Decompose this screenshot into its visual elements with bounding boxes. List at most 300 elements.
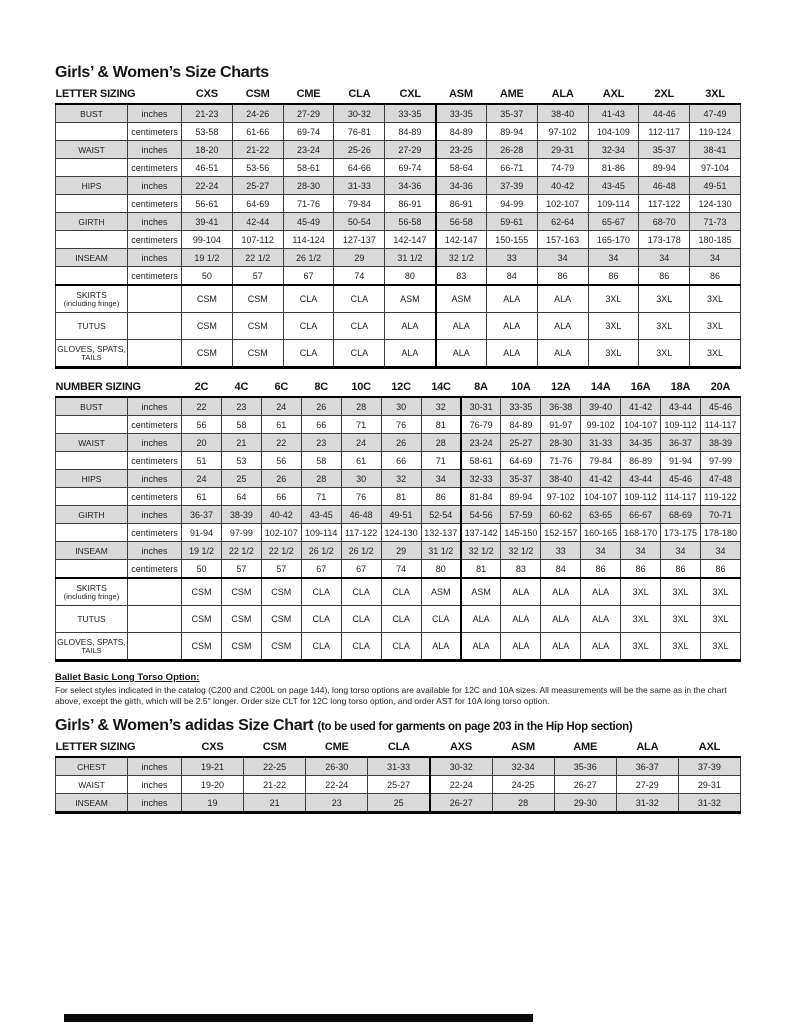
table-row	[56, 177, 741, 195]
table-cell: 117-122	[341, 524, 381, 542]
table-cell: 58	[221, 416, 261, 434]
table-cell: 91-97	[541, 416, 581, 434]
table-cell: CSM	[182, 633, 222, 661]
table-cell: 97-99	[700, 452, 740, 470]
table-cell: 64-66	[334, 159, 385, 177]
table-cell: 3XL	[621, 578, 661, 606]
table-cell: 25-27	[232, 177, 283, 195]
table-cell: 127-137	[334, 231, 385, 249]
table-cell: 34-36	[385, 177, 436, 195]
table-cell: 114-117	[700, 416, 740, 434]
table-cell: 35-36	[554, 757, 616, 776]
table-cell: 99-102	[581, 416, 621, 434]
table-cell: 30	[381, 397, 421, 416]
table-cell: ASM	[421, 578, 461, 606]
table-cell: 31-33	[581, 434, 621, 452]
table-cell: CSM	[182, 313, 233, 340]
table-cell: 19 1/2	[182, 249, 233, 267]
table-row	[56, 195, 741, 213]
table-cell: 81-84	[461, 488, 501, 506]
table-cell: 34-35	[621, 434, 661, 452]
table-cell: 25	[221, 470, 261, 488]
row-label: SKIRTS (including fringe)	[56, 285, 128, 313]
table-row	[56, 452, 741, 470]
table-cell: 26-30	[306, 757, 368, 776]
table-cell: 31-33	[334, 177, 385, 195]
table-cell: 3XL	[661, 606, 701, 633]
table-cell: CSM	[182, 606, 222, 633]
unit-label	[128, 633, 182, 661]
table-cell: 38-40	[541, 470, 581, 488]
adidas-title-main: Girls’ & Women’s adidas Size Chart	[55, 717, 314, 734]
table-cell: ALA	[486, 313, 537, 340]
table-cell: 64-69	[232, 195, 283, 213]
unit-label: inches	[128, 542, 182, 560]
table-cell: 157-163	[537, 231, 588, 249]
column-header: CLA	[334, 86, 385, 104]
unit-label: inches	[128, 104, 182, 123]
table-cell: 34	[700, 542, 740, 560]
table-cell: CLA	[334, 285, 385, 313]
table-cell: 168-170	[621, 524, 661, 542]
table-cell: 32 1/2	[461, 542, 501, 560]
unit-label: centimeters	[128, 231, 182, 249]
table-cell: CLA	[283, 285, 334, 313]
table-cell: 66	[381, 452, 421, 470]
table-cell: 49-51	[690, 177, 741, 195]
table-cell: 56	[182, 416, 222, 434]
table-cell: 41-43	[588, 104, 639, 123]
table-cell: 19-20	[182, 776, 244, 794]
table-cell: 39-41	[182, 213, 233, 231]
table-cell: 65-67	[588, 213, 639, 231]
table-cell: 102-107	[261, 524, 301, 542]
table-cell: 104-107	[621, 416, 661, 434]
table-cell: 50-54	[334, 213, 385, 231]
table-cell: 20	[182, 434, 222, 452]
column-header: CLA	[368, 739, 430, 757]
table-row	[56, 159, 741, 177]
table-cell: 84	[486, 267, 537, 286]
table-cell: 54-56	[461, 506, 501, 524]
table-cell: 32 1/2	[436, 249, 487, 267]
unit-label: inches	[128, 470, 182, 488]
row-label	[56, 231, 128, 249]
table-cell: 119-122	[700, 488, 740, 506]
table-cell: 31-32	[616, 794, 678, 813]
table-cell: CLA	[421, 606, 461, 633]
table-cell: 53	[221, 452, 261, 470]
table-cell: 28-30	[283, 177, 334, 195]
row-label: GLOVES, SPATS, TAILS	[56, 340, 128, 368]
table-cell: CSM	[232, 340, 283, 368]
unit-label	[128, 578, 182, 606]
table-cell: ALA	[541, 578, 581, 606]
table-row	[56, 340, 741, 368]
table-cell: 76-79	[461, 416, 501, 434]
column-header: 12C	[381, 379, 421, 397]
table-cell: ALA	[581, 633, 621, 661]
table-row	[56, 606, 741, 633]
table-cell: 37-39	[678, 757, 740, 776]
row-label	[56, 159, 128, 177]
table-cell: 56-58	[436, 213, 487, 231]
table-cell: 132-137	[421, 524, 461, 542]
table-cell: CLA	[301, 578, 341, 606]
table-cell: CSM	[232, 313, 283, 340]
unit-label: inches	[128, 506, 182, 524]
unit-label: inches	[128, 177, 182, 195]
table-cell: 66	[301, 416, 341, 434]
table-cell: 91-94	[182, 524, 222, 542]
table-cell: 86	[700, 560, 740, 579]
row-label: WAIST	[56, 434, 128, 452]
size-table	[55, 739, 741, 814]
number-sizing-table	[55, 379, 741, 662]
unit-label: inches	[128, 141, 182, 159]
table-cell: 25	[368, 794, 430, 813]
table-row	[56, 267, 741, 286]
letter-sizing-table	[55, 86, 741, 369]
table-cell: CLA	[341, 606, 381, 633]
table-cell: CSM	[221, 606, 261, 633]
table-cell: 21	[244, 794, 306, 813]
table-row	[56, 213, 741, 231]
table-cell: ALA	[461, 633, 501, 661]
unit-label: centimeters	[128, 524, 182, 542]
table-cell: 58-64	[436, 159, 487, 177]
table-cell: 43-45	[588, 177, 639, 195]
table-cell: 124-130	[690, 195, 741, 213]
row-label: HIPS	[56, 177, 128, 195]
row-label: GIRTH	[56, 213, 128, 231]
table-cell: 97-102	[541, 488, 581, 506]
table-cell: 59-61	[486, 213, 537, 231]
table-cell: 84-89	[385, 123, 436, 141]
table-cell: 22 1/2	[221, 542, 261, 560]
table-row	[56, 560, 741, 579]
table-cell: 31 1/2	[385, 249, 436, 267]
table-cell: 24	[182, 470, 222, 488]
table-cell: 32-34	[588, 141, 639, 159]
table-cell: 86-91	[385, 195, 436, 213]
table-cell: 26 1/2	[341, 542, 381, 560]
table-cell: 26 1/2	[301, 542, 341, 560]
table-cell: 142-147	[385, 231, 436, 249]
table-cell: 43-44	[661, 397, 701, 416]
table-header-label: NUMBER SIZING	[56, 379, 182, 397]
table-cell: CSM	[232, 285, 283, 313]
table-cell: 61	[261, 416, 301, 434]
table-cell: 26	[261, 470, 301, 488]
table-cell: CSM	[182, 285, 233, 313]
table-cell: ALA	[501, 578, 541, 606]
column-header: ALA	[537, 86, 588, 104]
table-cell: 57	[221, 560, 261, 579]
table-cell: 61	[341, 452, 381, 470]
table-cell: 74	[381, 560, 421, 579]
table-row	[56, 231, 741, 249]
table-cell: 31 1/2	[421, 542, 461, 560]
table-row	[56, 249, 741, 267]
table-cell: 36-37	[182, 506, 222, 524]
table-cell: 3XL	[639, 340, 690, 368]
row-label: GLOVES, SPATS, TAILS	[56, 633, 128, 661]
table-cell: 34	[537, 249, 588, 267]
table-cell: ALA	[537, 285, 588, 313]
table-cell: 24	[261, 397, 301, 416]
table-cell: 56	[261, 452, 301, 470]
table-cell: 71	[301, 488, 341, 506]
row-label	[56, 123, 128, 141]
table-cell: 25-26	[334, 141, 385, 159]
table-cell: CLA	[283, 313, 334, 340]
table-row	[56, 313, 741, 340]
table-cell: 22 1/2	[232, 249, 283, 267]
column-header: 16A	[621, 379, 661, 397]
table-cell: CSM	[182, 340, 233, 368]
table-cell: 40-42	[537, 177, 588, 195]
unit-label: inches	[128, 794, 182, 813]
table-cell: 41-42	[581, 470, 621, 488]
table-cell: 68-69	[661, 506, 701, 524]
table-cell: 3XL	[661, 633, 701, 661]
table-cell: CLA	[283, 340, 334, 368]
table-cell: ALA	[501, 633, 541, 661]
table-cell: 23	[221, 397, 261, 416]
note-body: For select styles indicated in the catalog (C200 and C200L on page 144), long torso options are available for 12C and 10A sizes. All measurements will be the same as in the chart above, except the girth, which will be 2.5" longer. Order size CLT for 12C long torso option, and order AST for 10A long torso option.	[55, 685, 727, 706]
table-cell: 37-39	[486, 177, 537, 195]
table-cell: 22-24	[182, 177, 233, 195]
table-cell: 45-46	[700, 397, 740, 416]
table-cell: CSM	[182, 578, 222, 606]
table-cell: ASM	[436, 285, 487, 313]
column-header: 12A	[541, 379, 581, 397]
table-cell: 21	[221, 434, 261, 452]
table-cell: 49-51	[381, 506, 421, 524]
unit-label: centimeters	[128, 452, 182, 470]
column-header: CME	[306, 739, 368, 757]
table-cell: 67	[341, 560, 381, 579]
table-cell: 23-24	[461, 434, 501, 452]
table-row	[56, 397, 741, 416]
table-cell: 41-42	[621, 397, 661, 416]
table-row	[56, 776, 741, 794]
table-cell: 36-37	[661, 434, 701, 452]
table-row	[56, 757, 741, 776]
table-cell: CSM	[261, 633, 301, 661]
column-header: AME	[554, 739, 616, 757]
table-cell: 83	[436, 267, 487, 286]
table-cell: 109-114	[588, 195, 639, 213]
table-cell: 34	[621, 542, 661, 560]
table-cell: 30	[341, 470, 381, 488]
column-header: 18A	[661, 379, 701, 397]
table-cell: CLA	[381, 578, 421, 606]
table-cell: 86	[588, 267, 639, 286]
row-label	[56, 195, 128, 213]
table-cell: 86	[421, 488, 461, 506]
table-cell: 28	[421, 434, 461, 452]
table-row	[56, 434, 741, 452]
table-cell: 38-41	[690, 141, 741, 159]
size-table	[55, 379, 741, 662]
table-cell: 32-34	[492, 757, 554, 776]
table-cell: 57	[261, 560, 301, 579]
table-cell: 56-61	[182, 195, 233, 213]
table-row	[56, 470, 741, 488]
table-cell: ALA	[385, 340, 436, 368]
column-header: 3XL	[690, 86, 741, 104]
row-label	[56, 488, 128, 506]
table-cell: 33-35	[385, 104, 436, 123]
table-cell: 109-114	[301, 524, 341, 542]
table-cell: 3XL	[639, 313, 690, 340]
table-cell: 27-29	[616, 776, 678, 794]
table-cell: 31-32	[678, 794, 740, 813]
table-header-label: LETTER SIZING	[56, 739, 182, 757]
table-cell: 3XL	[700, 633, 740, 661]
table-cell: 3XL	[588, 285, 639, 313]
table-cell: 38-39	[221, 506, 261, 524]
table-cell: 89-94	[501, 488, 541, 506]
table-cell: 29-31	[678, 776, 740, 794]
row-label	[56, 524, 128, 542]
table-cell: 35-37	[486, 104, 537, 123]
table-cell: CSM	[221, 633, 261, 661]
table-cell: 47-49	[690, 104, 741, 123]
table-row	[56, 794, 741, 813]
table-cell: 35-37	[639, 141, 690, 159]
table-cell: 22 1/2	[261, 542, 301, 560]
table-cell: 33-35	[501, 397, 541, 416]
table-cell: 29-30	[554, 794, 616, 813]
table-cell: CLA	[381, 633, 421, 661]
row-label: BUST	[56, 397, 128, 416]
row-label: BUST	[56, 104, 128, 123]
table-cell: 152-157	[541, 524, 581, 542]
table-cell: ALA	[421, 633, 461, 661]
table-cell: 25-27	[368, 776, 430, 794]
table-cell: 24	[341, 434, 381, 452]
table-header-label: LETTER SIZING	[56, 86, 182, 104]
table-cell: 19-21	[182, 757, 244, 776]
table-cell: 64-69	[501, 452, 541, 470]
table-cell: 70-71	[700, 506, 740, 524]
table-cell: 30-32	[430, 757, 492, 776]
table-cell: ALA	[436, 340, 487, 368]
column-header: 2C	[182, 379, 222, 397]
table-cell: 21-22	[232, 141, 283, 159]
table-cell: 32 1/2	[501, 542, 541, 560]
size-table	[55, 86, 741, 369]
table-cell: 60-62	[541, 506, 581, 524]
page-content	[55, 64, 741, 824]
table-cell: 19 1/2	[182, 542, 222, 560]
table-cell: 89-94	[486, 123, 537, 141]
table-cell: 71	[341, 416, 381, 434]
table-cell: 38-39	[700, 434, 740, 452]
table-cell: 53-56	[232, 159, 283, 177]
table-cell: 34-36	[436, 177, 487, 195]
table-cell: 22	[261, 434, 301, 452]
table-cell: 86	[661, 560, 701, 579]
table-row	[56, 123, 741, 141]
adidas-letter-sizing-table	[55, 739, 741, 814]
row-label: GIRTH	[56, 506, 128, 524]
row-label: INSEAM	[56, 542, 128, 560]
table-cell: 34	[581, 542, 621, 560]
table-cell: 52-54	[421, 506, 461, 524]
table-cell: 24-25	[492, 776, 554, 794]
table-cell: CLA	[341, 633, 381, 661]
table-cell: 45-49	[283, 213, 334, 231]
table-cell: 40-42	[261, 506, 301, 524]
table-cell: 38-40	[537, 104, 588, 123]
table-cell: 29	[334, 249, 385, 267]
row-label: WAIST	[56, 776, 128, 794]
table-cell: 3XL	[588, 340, 639, 368]
table-cell: 86	[621, 560, 661, 579]
table-cell: 81	[421, 416, 461, 434]
table-cell: 173-175	[661, 524, 701, 542]
table-cell: 89-94	[639, 159, 690, 177]
row-label: INSEAM	[56, 249, 128, 267]
table-cell: 21-22	[244, 776, 306, 794]
table-cell: 45-46	[661, 470, 701, 488]
table-cell: 173-178	[639, 231, 690, 249]
table-cell: 109-112	[621, 488, 661, 506]
table-cell: 80	[421, 560, 461, 579]
table-cell: ALA	[461, 606, 501, 633]
table-cell: 145-150	[501, 524, 541, 542]
table-cell: 33	[541, 542, 581, 560]
row-label: INSEAM	[56, 794, 128, 813]
table-row	[56, 141, 741, 159]
table-cell: 43-44	[621, 470, 661, 488]
table-cell: 114-117	[661, 488, 701, 506]
column-header: CXL	[385, 86, 436, 104]
unit-label: inches	[128, 757, 182, 776]
column-header: CSM	[232, 86, 283, 104]
table-cell: 150-155	[486, 231, 537, 249]
table-cell: 69-74	[283, 123, 334, 141]
column-header: 8A	[461, 379, 501, 397]
table-cell: 91-94	[661, 452, 701, 470]
table-cell: 119-124	[690, 123, 741, 141]
unit-label: centimeters	[128, 123, 182, 141]
table-cell: 99-104	[182, 231, 233, 249]
column-header: 10C	[341, 379, 381, 397]
column-header: CSM	[244, 739, 306, 757]
table-cell: 51	[182, 452, 222, 470]
table-cell: 66-67	[621, 506, 661, 524]
unit-label	[128, 340, 182, 368]
table-cell: 124-130	[381, 524, 421, 542]
table-cell: 34	[421, 470, 461, 488]
column-header: 6C	[261, 379, 301, 397]
table-cell: 33	[486, 249, 537, 267]
table-cell: 79-84	[334, 195, 385, 213]
row-label	[56, 560, 128, 579]
table-cell: 28	[492, 794, 554, 813]
footer-bar	[64, 1014, 533, 1022]
table-row	[56, 488, 741, 506]
table-cell: 44-46	[639, 104, 690, 123]
table-cell: ALA	[541, 606, 581, 633]
table-cell: CLA	[334, 313, 385, 340]
table-cell: 76	[341, 488, 381, 506]
